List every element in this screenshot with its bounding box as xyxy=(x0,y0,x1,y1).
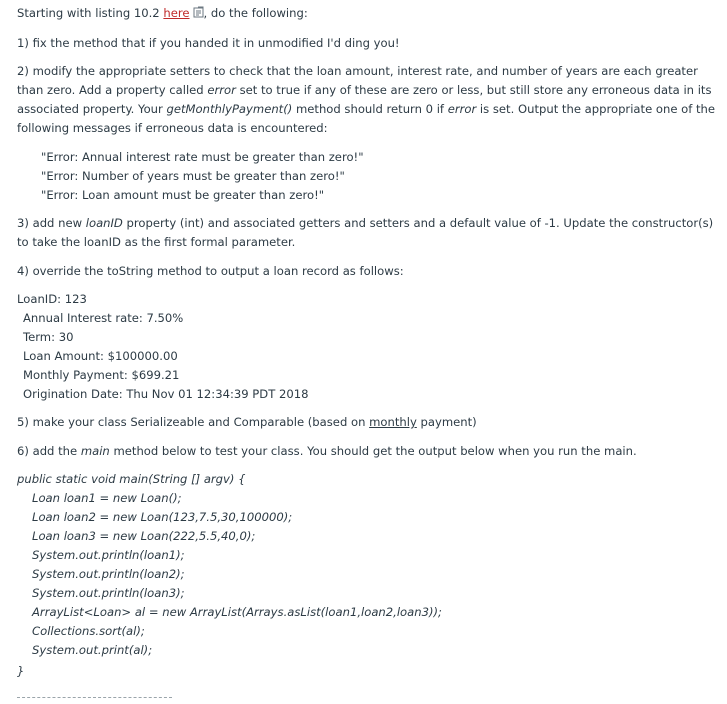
step-3-line-1: 3) add new loanID property (int) and associated getters and setters and a default value of -1. Update the constructor(s) xyxy=(17,216,714,230)
record-loan-id: LoanID: 123 xyxy=(17,292,87,306)
dashed-divider xyxy=(17,697,172,698)
error-message: "Error: Loan amount must be greater than zero!" xyxy=(41,188,325,202)
step-5: 5) make your class Serializeable and Comparable (based on monthly payment) xyxy=(17,415,477,429)
record-interest: Annual Interest rate: 7.50% xyxy=(23,311,184,325)
step-4: 4) override the toString method to output a loan record as follows: xyxy=(17,264,404,278)
intro-text: Starting with listing 10.2 xyxy=(17,6,164,20)
monthly-word: monthly xyxy=(369,415,417,429)
main-word: main xyxy=(80,444,110,458)
code-line: public static void main(String [] argv) { xyxy=(17,472,246,486)
step-2-line-1: 2) modify the appropriate setters to check that the loan amount, interest rate, and number of years are each greater xyxy=(17,64,698,78)
here-link[interactable]: here xyxy=(163,6,190,20)
error-messages xyxy=(41,148,727,208)
step-2-line-4: following messages if erroneous data is encountered: xyxy=(17,121,328,135)
loanid-property-name: loanID xyxy=(85,216,123,230)
step-3 xyxy=(17,214,714,254)
method-name: getMonthlyPayment() xyxy=(166,102,293,116)
code-line: } xyxy=(17,664,25,678)
step-6: 6) add the main method below to test your class. You should get the output below when you run the main. xyxy=(17,444,637,458)
step-2 xyxy=(17,62,716,142)
code-line: Loan loan1 = new Loan(); xyxy=(32,491,182,505)
record-amount: Loan Amount: $100000.00 xyxy=(23,349,178,363)
error-message: "Error: Annual interest rate must be greater than zero!" xyxy=(41,150,364,164)
code-block xyxy=(17,470,707,685)
intro-paragraph xyxy=(17,4,707,23)
code-line: System.out.println(loan2); xyxy=(32,567,185,581)
code-line: Collections.sort(al); xyxy=(32,624,145,638)
code-line: Loan loan2 = new Loan(123,7.5,30,100000); xyxy=(32,510,293,524)
code-line: System.out.print(al); xyxy=(32,643,153,657)
record-origination-date: Origination Date: Thu Nov 01 12:34:39 PDT 2018 xyxy=(23,387,309,401)
step-2-line-3: associated property. Your getMonthlyPayment() method should return 0 if error is set. Output the appropriate one of the xyxy=(17,102,716,116)
error-property-name: error xyxy=(207,83,236,97)
loan-record-example xyxy=(17,290,707,405)
code-line: ArrayList<Loan> al = new ArrayList(Arrays.asList(loan1,loan2,loan3)); xyxy=(32,605,442,619)
external-link-icon[interactable] xyxy=(193,6,204,18)
record-monthly-payment: Monthly Payment: $699.21 xyxy=(23,368,180,382)
code-line: Loan loan3 = new Loan(222,5.5,40,0); xyxy=(32,529,256,543)
error-message: "Error: Number of years must be greater than zero!" xyxy=(41,169,345,183)
code-line: System.out.println(loan3); xyxy=(32,586,185,600)
step-1: 1) fix the method that if you handed it in unmodified I'd ding you! xyxy=(17,36,400,50)
step-3-line-2: to take the loanID as the first formal parameter. xyxy=(17,235,296,249)
step-2-line-2: than zero. Add a property called error set to true if any of these are zero or less, but still store any erroneous data in its xyxy=(17,83,712,97)
intro-text-end: , do the following: xyxy=(203,6,308,20)
record-term: Term: 30 xyxy=(23,330,74,344)
code-line: System.out.println(loan1); xyxy=(32,548,185,562)
